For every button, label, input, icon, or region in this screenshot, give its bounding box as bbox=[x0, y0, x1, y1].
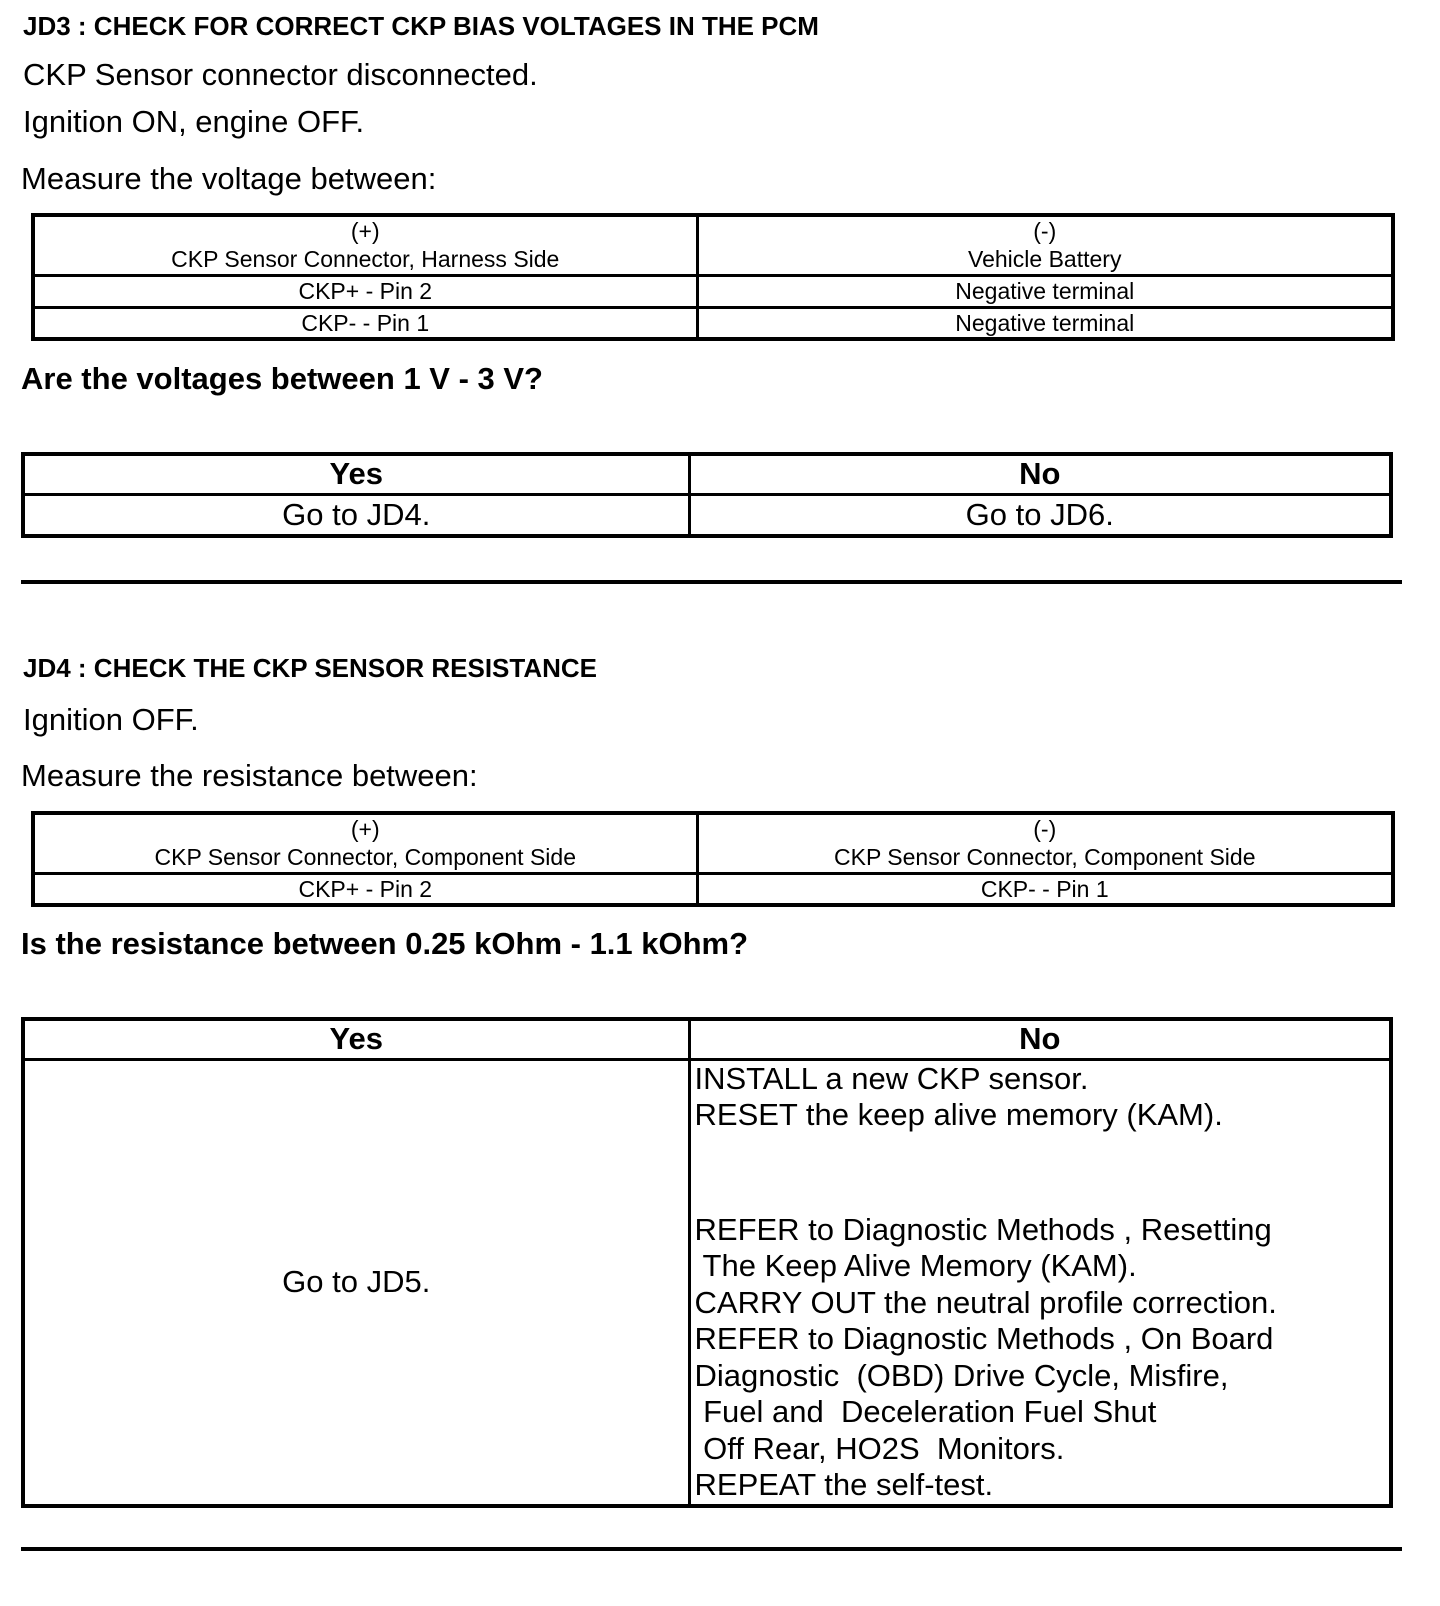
positive-sign: (+) bbox=[350, 816, 380, 842]
jd4-result-table bbox=[21, 1017, 1393, 1508]
table-cell: Negative terminal bbox=[697, 307, 1393, 339]
step-jd3-condition-1: CKP Sensor connector disconnected. bbox=[23, 57, 538, 92]
table-cell: CKP- - Pin 1 bbox=[697, 873, 1393, 905]
instruction-line: The Keep Alive Memory (KAM). bbox=[694, 1248, 1137, 1283]
section-divider bbox=[21, 1547, 1402, 1551]
no-action-instructions bbox=[689, 1059, 1391, 1506]
go-to-jd5: Go to JD5. bbox=[23, 1059, 689, 1506]
positive-probe-header bbox=[33, 813, 697, 873]
positive-probe-location: CKP Sensor Connector, Component Side bbox=[154, 844, 576, 870]
instruction-line: CARRY OUT the neutral profile correction. bbox=[694, 1284, 1277, 1320]
instruction-line: REPEAT the self-test. bbox=[694, 1467, 994, 1502]
negative-sign: (-) bbox=[1033, 816, 1057, 842]
negative-probe-header bbox=[697, 813, 1393, 873]
step-jd4-title: JD4 : CHECK THE CKP SENSOR RESISTANCE bbox=[23, 653, 598, 683]
instruction-line: REFER to Diagnostic Methods , On Board bbox=[694, 1321, 1274, 1356]
table-cell: Negative terminal bbox=[697, 275, 1393, 307]
table-row bbox=[33, 873, 1393, 905]
table-cell: CKP+ - Pin 2 bbox=[33, 275, 697, 307]
instruction-line: Diagnostic (OBD) Drive Cycle, Misfire, bbox=[694, 1357, 1229, 1393]
instruction-line: RESET the keep alive memory (KAM). bbox=[694, 1097, 1223, 1132]
instruction-line: Off Rear, HO2S Monitors. bbox=[694, 1430, 1065, 1466]
step-jd3-title: JD3 : CHECK FOR CORRECT CKP BIAS VOLTAGES IN THE PCM bbox=[23, 11, 819, 41]
step-jd4-condition: Ignition OFF. bbox=[23, 702, 199, 737]
step-jd3-question: Are the voltages between 1 V - 3 V? bbox=[21, 361, 543, 396]
result-header-row bbox=[23, 454, 1391, 494]
positive-probe-location: CKP Sensor Connector, Harness Side bbox=[171, 246, 560, 272]
instruction-line: REFER to Diagnostic Methods , Resetting bbox=[694, 1211, 1272, 1247]
spacer bbox=[695, 1134, 1390, 1212]
instruction-line: Fuel and Deceleration Fuel Shut bbox=[694, 1394, 1157, 1429]
negative-probe-location: CKP Sensor Connector, Component Side bbox=[834, 844, 1256, 870]
table-row bbox=[33, 307, 1393, 339]
table-row bbox=[33, 275, 1393, 307]
table-header-row bbox=[33, 215, 1393, 275]
voltage-measurement-table bbox=[31, 213, 1395, 341]
step-jd4-question: Is the resistance between 0.25 kOhm - 1.1 kOhm? bbox=[21, 926, 749, 961]
positive-probe-header bbox=[33, 215, 697, 275]
go-to-jd4: Go to JD4. bbox=[23, 494, 689, 536]
no-header: No bbox=[689, 454, 1391, 494]
result-row bbox=[23, 1059, 1391, 1506]
instruction-line: INSTALL a new CKP sensor. bbox=[694, 1060, 1089, 1096]
step-jd3-condition-2: Ignition ON, engine OFF. bbox=[23, 104, 365, 139]
table-header-row bbox=[33, 813, 1393, 873]
table-cell: CKP+ - Pin 2 bbox=[33, 873, 697, 905]
jd3-result-table bbox=[21, 452, 1393, 538]
step-jd4-measure-label: Measure the resistance between: bbox=[21, 758, 478, 793]
yes-header: Yes bbox=[23, 454, 689, 494]
negative-probe-header bbox=[697, 215, 1393, 275]
resistance-measurement-table bbox=[31, 811, 1395, 907]
negative-sign: (-) bbox=[1033, 218, 1057, 244]
result-header-row bbox=[23, 1019, 1391, 1059]
step-jd3-measure-label: Measure the voltage between: bbox=[21, 161, 437, 196]
negative-probe-location: Vehicle Battery bbox=[968, 246, 1122, 272]
yes-header: Yes bbox=[23, 1019, 689, 1059]
no-header: No bbox=[689, 1019, 1391, 1059]
section-divider bbox=[21, 580, 1402, 584]
positive-sign: (+) bbox=[350, 218, 380, 244]
go-to-jd6: Go to JD6. bbox=[689, 494, 1391, 536]
result-row bbox=[23, 494, 1391, 536]
table-cell: CKP- - Pin 1 bbox=[33, 307, 697, 339]
